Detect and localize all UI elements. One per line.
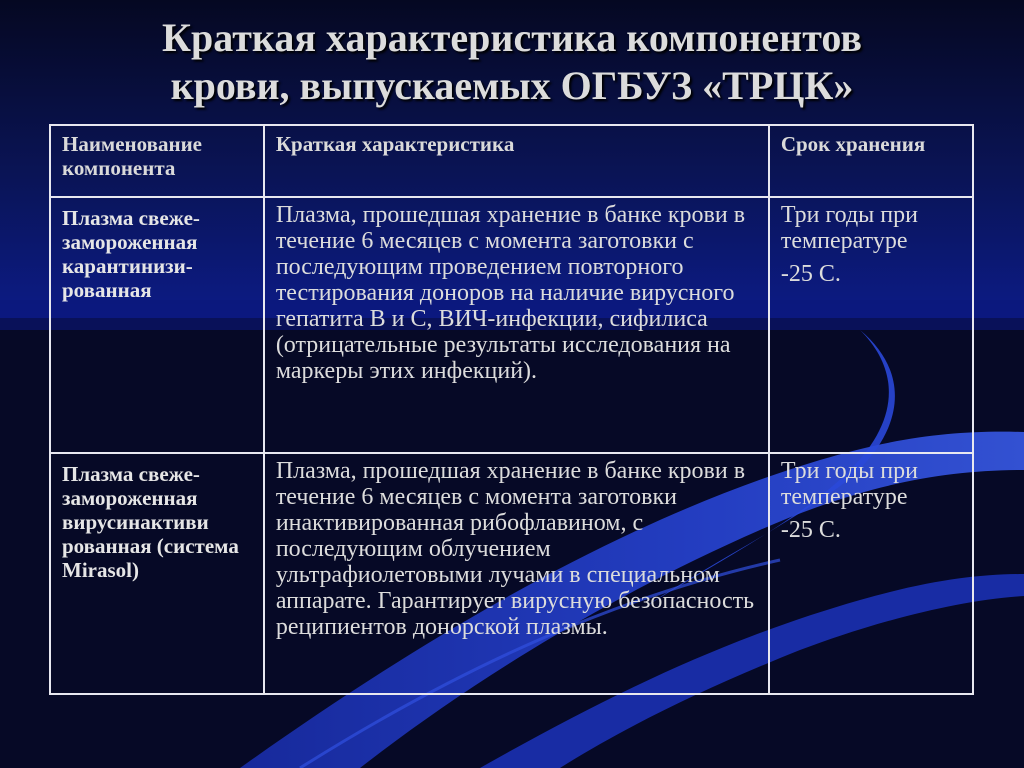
table-row xyxy=(50,453,973,694)
storage-term-line-2: -25 С. xyxy=(780,261,841,287)
header-description: Краткая характеристика xyxy=(264,125,769,197)
description-cell: Плазма, прошедшая хранение в банке крови в течение 6 месяцев с момента заготовки с последующим проведением повторного тестирования доноров на наличие вирусного гепатита В и С, ВИЧ-инфекции, сифилиса (отрицательные результаты исследования на маркеры этих инфекций). xyxy=(264,197,769,453)
table-header-row xyxy=(50,125,973,197)
storage-term-line-2: -25 С. xyxy=(780,517,841,543)
component-name-cell: Плазма свеже-замороженная вирусинактиви рованная (система Mirasol) xyxy=(50,453,264,694)
storage-term-cell xyxy=(769,453,973,694)
storage-term-cell xyxy=(769,197,973,453)
header-component-name: Наименование компонента xyxy=(50,125,264,197)
table-row xyxy=(50,197,973,453)
title-line-2: крови, выпускаемых ОГБУЗ «ТРЦК» xyxy=(170,63,854,108)
component-name-cell: Плазма свеже-замороженная карантинизи-рованная xyxy=(50,197,264,453)
description-cell: Плазма, прошедшая хранение в банке крови в течение 6 месяцев с момента заготовки инактивированная рибофлавином, с последующим облучением ультрафиолетовыми лучами в специальном аппарате. Гарантирует вирусную безопасность реципиентов донорской плазмы. xyxy=(264,453,769,694)
header-storage-term: Срок хранения xyxy=(769,125,973,197)
storage-term-line-1: Три годы при температуре xyxy=(780,202,918,254)
storage-term-line-1: Три годы при температуре xyxy=(780,458,918,510)
title-line-1: Краткая характеристика компонентов xyxy=(162,15,862,60)
slide-title xyxy=(0,14,1024,110)
blood-components-table xyxy=(49,124,974,695)
